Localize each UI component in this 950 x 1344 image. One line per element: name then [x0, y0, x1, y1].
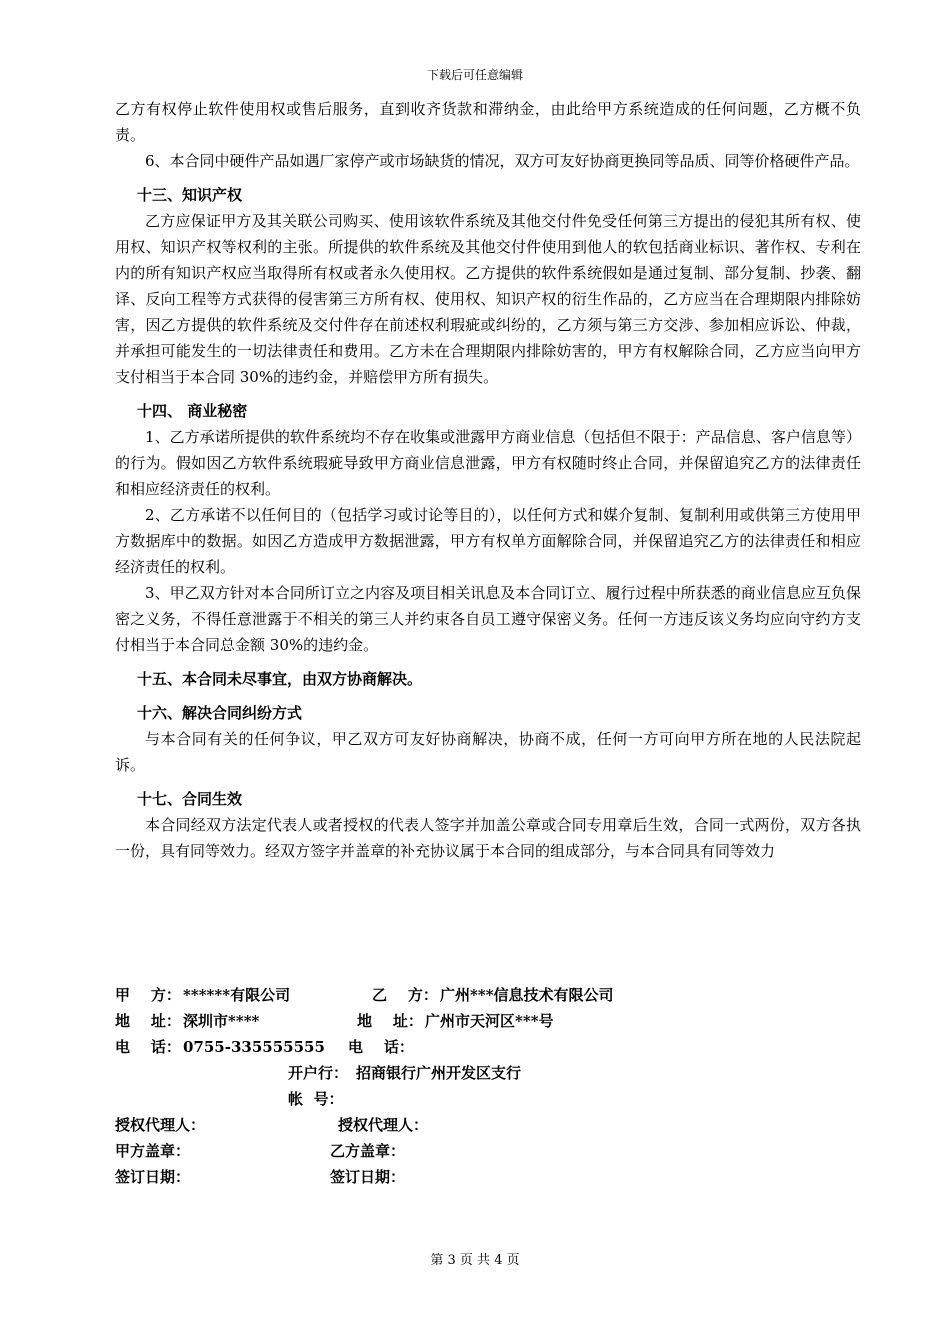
address-a-value: 深圳市****	[183, 1012, 260, 1030]
account-label: 帐 号：	[288, 1090, 344, 1108]
phone-a-label: 电 话：	[115, 1038, 181, 1056]
address-row	[115, 1008, 861, 1034]
party-b-value: 广州***信息技术有限公司	[440, 986, 614, 1004]
seal-a-label: 甲方盖章：	[115, 1142, 191, 1160]
paragraph: 乙方应保证甲方及其关联公司购买、使用该软件系统及其他交付件免受任何第三方提出的侵犯其所有权、使用权、知识产权等权利的主张。所提供的软件系统及其他交付件使用到他人的软包括商业标识、著作权、专利在内的所有知识产权应当取得所有权或者永久使用权。乙方提供的软件系统假如是通过复制、部分复制、抄袭、翻译、反向工程等方式获得的侵害第三方所有权、使用权、知识产权的衍生作品的，乙方应当在合理期限内排除妨害，因乙方提供的软件系统及交付件存在前述权利瑕疵或纠纷的，乙方须与第三方交涉、参加相应诉讼、仲裁，并承担可能发生的一切法律责任和费用。乙方未在合理期限内排除妨害的，甲方有权解除合同，乙方应当向甲方支付相当于本合同 30%的违约金，并赔偿甲方所有损失。	[115, 212, 861, 386]
seal-row	[115, 1138, 861, 1164]
section-heading: 十六、解决合同纠纷方式	[137, 704, 303, 722]
section-heading: 十三、知识产权	[137, 186, 243, 204]
bank-value: 招商银行广州开发区支行	[356, 1064, 522, 1082]
bank-label: 开户行：	[288, 1064, 349, 1082]
seal-b-label: 乙方盖章：	[330, 1142, 406, 1160]
party-b-label: 乙 方：	[372, 986, 438, 1004]
phone-a-value: 0755-335555555	[183, 1038, 325, 1056]
party-a-label: 甲 方：	[115, 986, 181, 1004]
section-heading: 十七、合同生效	[137, 790, 243, 808]
contract-body	[115, 96, 861, 864]
agent-row	[115, 1112, 861, 1138]
phone-row	[115, 1034, 861, 1060]
paragraph: 6、本合同中硬件产品如遇厂家停产或市场缺货的情况，双方可友好协商更换同等品质、同等价格硬件产品。	[145, 152, 860, 170]
address-b-value: 广州市天河区***号	[425, 1012, 554, 1030]
page-header: 下载后可任意编辑	[426, 68, 523, 82]
party-a-value: ******有限公司	[183, 986, 291, 1004]
agent-b-label: 授权代理人：	[338, 1116, 429, 1134]
paragraph: 乙方有权停止软件使用权或售后服务，直到收齐货款和滞纳金，由此给甲方系统造成的任何问题，乙方概不负责。	[115, 100, 861, 144]
bank-row	[115, 1060, 861, 1086]
paragraph: 与本合同有关的任何争议，甲乙双方可友好协商解决，协商不成，任何一方可向甲方所在地的人民法院起诉。	[115, 730, 861, 774]
paragraph: 3、甲乙双方针对本合同所订立之内容及项目相关讯息及本合同订立、履行过程中所获悉的商业信息应互负保密之义务，不得任意泄露于不相关的第三人并约束各自员工遵守保密义务。任何一方违反该义务均应向守约方支付相当于本合同总金额 30%的违约金。	[115, 584, 861, 654]
date-b-label: 签订日期：	[330, 1168, 406, 1186]
party-row	[115, 982, 861, 1008]
address-a-label: 地 址：	[115, 1012, 181, 1030]
date-row	[115, 1164, 861, 1190]
account-row	[115, 1086, 861, 1112]
signature-block	[115, 982, 861, 1190]
agent-a-label: 授权代理人：	[115, 1116, 206, 1134]
paragraph: 2、乙方承诺不以任何目的（包括学习或讨论等目的），以任何方式和媒介复制、复制利用或供第三方使用甲方数据库中的数据。如因乙方造成甲方数据泄露，甲方有权单方面解除合同，并保留追究乙方的法律责任和相应经济责任的权利。	[115, 506, 861, 576]
section-heading: 十四、 商业秘密	[137, 402, 248, 420]
phone-b-label: 电 话：	[348, 1038, 414, 1056]
section-heading: 十五、本合同未尽事宜，由双方协商解决。	[137, 670, 423, 688]
address-b-label: 地 址：	[357, 1012, 423, 1030]
page-footer: 第 3 页 共 4 页	[430, 1253, 520, 1268]
paragraph: 本合同经双方法定代表人或者授权的代表人签字并加盖公章或合同专用章后生效，合同一式两份，双方各执一份，具有同等效力。经双方签字并盖章的补充协议属于本合同的组成部分，与本合同具有同等效力	[115, 816, 861, 860]
paragraph: 1、乙方承诺所提供的软件系统均不存在收集或泄露甲方商业信息（包括但不限于：产品信息、客户信息等）的行为。假如因乙方软件系统瑕疵导致甲方商业信息泄露，甲方有权随时终止合同，并保留追究乙方的法律责任和相应经济责任的权利。	[115, 428, 861, 498]
date-a-label: 签订日期：	[115, 1168, 191, 1186]
